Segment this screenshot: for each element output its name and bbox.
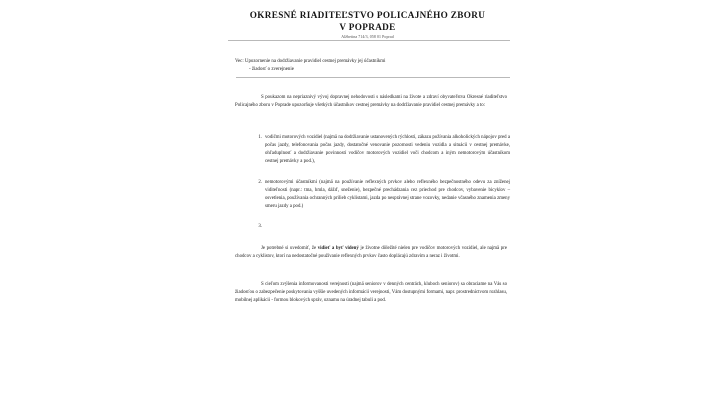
organization-name-line2: V POPRADE [339, 21, 396, 32]
intro-paragraph: S poukazom na nepriaznivý vývoj dopravnej nehodovosti s následkami na živote a zdraví obyvateľstva Okresné riaditeľstvo Policajného zboru v Poprade upozorňuje všetkých účastníkov cestnej premávky na dodržiavanie pravidiel cestnej premávky a to: [235, 95, 507, 109]
organization-name-line1: OKRESNÉ RIADITEĽSTVO POLICAJNÉHO ZBORU [249, 10, 486, 20]
list-item-text: nemotorovými účastníkmi (najmä na používanie reflexných prvkov alebo reflexného bezpečnostného odevu za zníženej viditeľnosti (napr.: tma, hmla, dážď, sneženie), bezpečné prechádzania cez priechod pre chodcov, vybavenie bicyklov – osvetlenia, používania ochranných prilieb cyklistami, jazda po nesprávnej strane vozovky, nedanie včasného znamenia zmeny smeru jazdy a pod.) [265, 179, 510, 210]
list-item [248, 134, 510, 167]
organization-address: Alžbetina 714/3, 058 01 Poprad [341, 35, 394, 39]
subject-line: Vec: Upozornenie na dodržiavanie pravidiel cestnej premávky jej účastníkmi [235, 59, 386, 64]
subject-block [235, 58, 510, 74]
list-item-text: vodičmi motorových vozidiel (najmä na dodržiavanie ustanovených rýchlostí, zákazu požívania alkoholických nápojov pred a počas jazdy, telefonovania počas jazdy, dostatočné venovanie pozornosti vedeniu vozidla a situácii v cestnej premávke, ohľaduplnosť a dodržiavanie povinností vodičov motorových vozidiel voči chodcom a iným nemotorovým účastníkom cestnej premávky a pod.), [265, 135, 510, 165]
visibility-paragraph-part1: Je potrebné si uvedomiť, že [261, 246, 318, 251]
list-item-marker: 2. [258, 179, 262, 185]
list-item-marker: 1. [258, 135, 262, 140]
list-item [248, 179, 510, 212]
letterhead-divider [228, 40, 510, 41]
closing-paragraph: S cieľom zvýšenia informovanosti verejnosti (najmä seniorov v denných centrách, kluboch seniorov) sa obraciame na Vás so žiadosťou o zabezpečenie poskytovania vyššie uvedených informácií verejnosti, Vám dostupnými formami, napr. prostredníctvom rozhlasu, mobilnej aplikácii - formou blokových správ, oznamu na úradnej tabuli a pod. [235, 282, 507, 304]
list-item-marker: 3. [258, 224, 262, 230]
visibility-paragraph [235, 245, 507, 261]
visibility-emphasis: vidieť a byť videný [317, 246, 359, 251]
visibility-paragraph-part2: je životne dôležité nielen pre vodičov motorových vozidiel, ale najmä pre chodcov a cyklistov, ktorí na nedostatočné používanie reflexných prvkov často doplácajú zdravím a neraz i životmi. [235, 246, 507, 260]
subject-request-line: - žiadosť o zverejnenie [249, 67, 294, 73]
list-item [248, 223, 510, 231]
rules-list [248, 134, 510, 231]
letterhead [225, 10, 510, 41]
subject-divider [236, 77, 510, 78]
